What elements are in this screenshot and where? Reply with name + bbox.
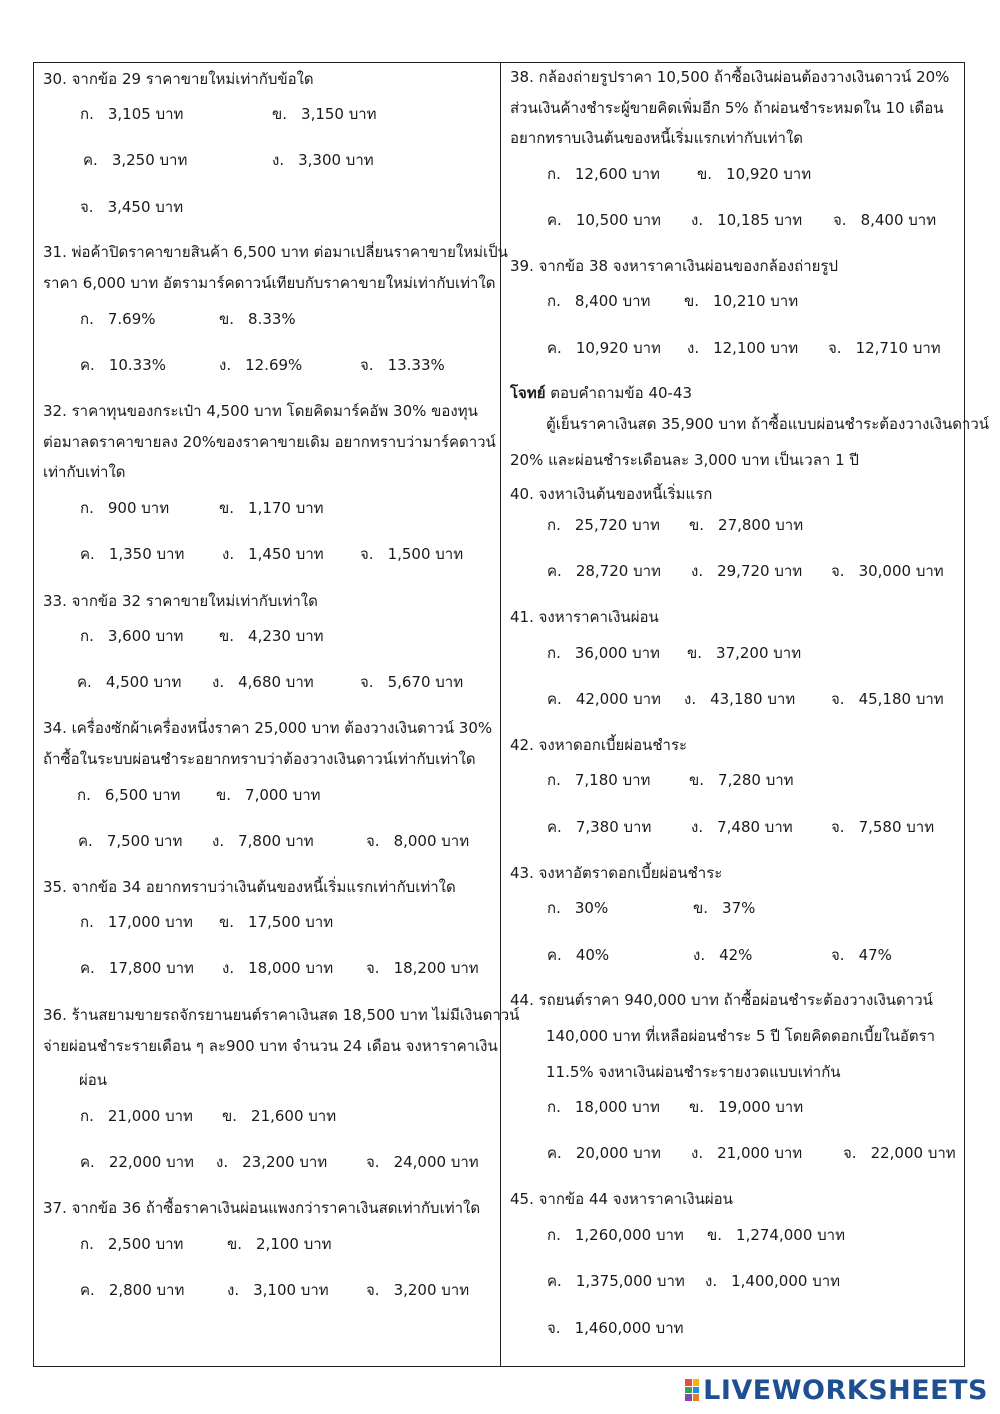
problem-heading: [510, 383, 692, 403]
option-marker: ง.: [272, 151, 285, 169]
option-marker: ข.: [219, 627, 235, 645]
option-value: 900 บาท: [107, 499, 170, 517]
answer-option[interactable]: [687, 338, 798, 358]
option-marker: ก.: [547, 771, 561, 789]
option-marker: ค.: [547, 562, 562, 580]
option-marker: ค.: [547, 1272, 562, 1290]
question-text: เท่ากับเท่าใด: [43, 463, 126, 481]
option-marker: ข.: [219, 310, 235, 328]
answer-option[interactable]: [547, 1097, 660, 1117]
answer-option[interactable]: [80, 544, 184, 564]
option-value: 12.69%: [245, 356, 303, 374]
answer-option[interactable]: [77, 672, 181, 692]
option-marker: จ.: [831, 946, 845, 964]
option-marker: ค.: [80, 545, 95, 563]
question-text: 41. จงหาราคาเงินผ่อน: [510, 608, 659, 626]
answer-option[interactable]: [547, 945, 609, 965]
answer-option[interactable]: [80, 498, 169, 518]
question-text: ถ้าซื้อในระบบผ่อนชำระอยากทราบว่าต้องวางเงินดาวน์เท่ากับเท่าใด: [43, 750, 476, 768]
answer-option[interactable]: [80, 1152, 194, 1172]
answer-option[interactable]: [227, 1280, 329, 1300]
option-value: 7,580 บาท: [858, 818, 935, 836]
answer-option[interactable]: [212, 672, 314, 692]
option-value: 8,000 บาท: [393, 832, 470, 850]
answer-option[interactable]: [547, 1271, 685, 1291]
option-value: 18,000 บาท: [248, 959, 334, 977]
option-value: 1,400,000 บาท: [731, 1272, 841, 1290]
answer-option[interactable]: [705, 1271, 840, 1291]
option-value: 22,000 บาท: [108, 1153, 194, 1171]
question-text: ส่วนเงินค้างชำระผู้ขายคิดเพิ่มอีก 5% ถ้าผ่อนชำระหมดใน 10 เดือน: [510, 99, 944, 117]
option-value: 12,600 บาท: [574, 165, 660, 183]
answer-option[interactable]: [366, 1280, 469, 1300]
answer-option[interactable]: [366, 958, 479, 978]
option-marker: ง.: [684, 690, 697, 708]
answer-option[interactable]: [222, 1106, 336, 1126]
answer-option[interactable]: [547, 291, 650, 311]
option-marker: ก.: [547, 1098, 561, 1116]
option-value: 3,300 บาท: [298, 151, 374, 169]
question-text: 20% และผ่อนชำระเดือนละ 3,000 บาท เป็นเวลา 1 ปี: [510, 451, 859, 469]
option-marker: จ.: [843, 1144, 857, 1162]
answer-option[interactable]: [547, 643, 660, 663]
option-value: 1,450 บาท: [248, 545, 324, 563]
option-value: 25,720 บาท: [574, 516, 660, 534]
option-marker: ก.: [547, 644, 561, 662]
question-text: ราคา 6,000 บาท อัตรามาร์คดาวน์เทียบกับราคาขายใหม่เท่ากับเท่าใด: [43, 274, 496, 292]
option-value: 42,000 บาท: [575, 690, 661, 708]
option-marker: จ.: [547, 1319, 561, 1337]
answer-option[interactable]: [80, 104, 183, 124]
option-value: 1,274,000 บาท: [736, 1226, 845, 1244]
option-value: 7.69%: [107, 310, 156, 328]
option-value: 3,105 บาท: [107, 105, 184, 123]
question-text: 36. ร้านสยามขายรถจักรยานยนต์ราคาเงินสด 18,500 บาท ไม่มีเงินดาวน์: [43, 1006, 520, 1024]
option-marker: ค.: [547, 690, 562, 708]
option-value: 3,200 บาท: [393, 1281, 470, 1299]
option-value: 7,280 บาท: [718, 771, 794, 789]
question-text: 40. จงหาเงินต้นของหนี้เริ่มแรก: [510, 485, 713, 503]
option-marker: ค.: [547, 946, 562, 964]
option-marker: ก.: [77, 786, 91, 804]
answer-option[interactable]: [547, 1318, 684, 1338]
option-value: 1,350 บาท: [108, 545, 185, 563]
option-value: 10,920 บาท: [575, 339, 661, 357]
option-marker: ค.: [78, 832, 93, 850]
option-value: 1,375,000 บาท: [575, 1272, 685, 1290]
answer-option[interactable]: [272, 150, 374, 170]
question-text: ต่อมาลดราคาขายลง 20%ของราคาขายเดิม อยากทราบว่ามาร์คดาวน์: [43, 433, 496, 451]
question-text: 34. เครื่องซักผ้าเครื่องหนึ่งราคา 25,000 บาท ต้องวางเงินดาวน์ 30%: [43, 719, 493, 737]
answer-option[interactable]: [689, 515, 803, 535]
option-marker: ง.: [216, 1153, 229, 1171]
option-marker: ข.: [697, 165, 713, 183]
option-value: 5,670 บาท: [387, 673, 464, 691]
question-text: 140,000 บาท ที่เหลือผ่อนชำระ 5 ปี โดยคิดดอกเบี้ยในอัตรา: [546, 1027, 936, 1045]
option-value: 10,500 บาท: [575, 211, 661, 229]
option-value: 13.33%: [387, 356, 445, 374]
option-value: 43,180 บาท: [710, 690, 796, 708]
question-text: ผ่อน: [79, 1071, 108, 1089]
option-value: 8,400 บาท: [574, 292, 651, 310]
question-text: 44. รถยนต์ราคา 940,000 บาท ถ้าซื้อผ่อนชำระต้องวางเงินดาวน์: [510, 991, 933, 1009]
answer-option[interactable]: [80, 626, 183, 646]
option-marker: ง.: [691, 818, 704, 836]
question-text: 38. กล้องถ่ายรูปราคา 10,500 ถ้าซื้อเงินผ่อนต้องวางเงินดาวน์ 20%: [510, 68, 950, 86]
answer-option[interactable]: [833, 210, 936, 230]
option-marker: จ.: [366, 1153, 380, 1171]
option-value: 7,480 บาท: [717, 818, 793, 836]
option-value: 36,000 บาท: [574, 644, 660, 662]
option-marker: ข.: [689, 1098, 705, 1116]
option-value: 42%: [719, 946, 753, 964]
option-marker: ข.: [707, 1226, 723, 1244]
option-marker: ง.: [227, 1281, 240, 1299]
answer-option[interactable]: [216, 785, 321, 805]
option-value: 3,250 บาท: [111, 151, 188, 169]
option-value: 1,500 บาท: [387, 545, 464, 563]
question-text: 43. จงหาอัตราดอกเบี้ยผ่อนชำระ: [510, 864, 723, 882]
option-value: 7,180 บาท: [574, 771, 651, 789]
option-value: 4,680 บาท: [238, 673, 314, 691]
answer-option[interactable]: [684, 689, 795, 709]
question-text: 35. จากข้อ 34 อยากทราบว่าเงินต้นของหนี้เริ่มแรกเท่ากับเท่าใด: [43, 878, 456, 896]
option-value: 2,100 บาท: [256, 1235, 332, 1253]
option-marker: ค.: [547, 211, 562, 229]
option-value: 12,710 บาท: [855, 339, 941, 357]
option-marker: ข.: [219, 499, 235, 517]
answer-option[interactable]: [216, 1152, 327, 1172]
option-marker: จ.: [360, 545, 374, 563]
option-marker: ข.: [684, 292, 700, 310]
option-value: 30%: [574, 899, 609, 917]
answer-option[interactable]: [80, 355, 166, 375]
answer-option[interactable]: [219, 912, 333, 932]
answer-option[interactable]: [80, 958, 194, 978]
brand-name: LIVEWORKSHEETS: [703, 1374, 988, 1406]
option-value: 17,800 บาท: [108, 959, 194, 977]
option-marker: ง.: [691, 211, 704, 229]
option-value: 1,460,000 บาท: [574, 1319, 684, 1337]
answer-option[interactable]: [684, 291, 798, 311]
option-marker: ข.: [693, 899, 709, 917]
option-marker: ข.: [219, 913, 235, 931]
option-value: 28,720 บาท: [575, 562, 661, 580]
answer-option[interactable]: [547, 338, 661, 358]
option-marker: ก.: [80, 499, 94, 517]
option-marker: ง.: [219, 356, 232, 374]
answer-option[interactable]: [360, 544, 463, 564]
option-value: 17,500 บาท: [248, 913, 334, 931]
option-value: 1,170 บาท: [248, 499, 324, 517]
option-value: 6,500 บาท: [104, 786, 181, 804]
answer-option[interactable]: [80, 1234, 183, 1254]
answer-option[interactable]: [828, 338, 941, 358]
option-marker: ค.: [83, 151, 98, 169]
answer-option[interactable]: [80, 309, 156, 329]
question-text: 39. จากข้อ 38 จงหาราคาเงินผ่อนของกล้องถ่ายรูป: [510, 257, 838, 275]
option-value: 45,180 บาท: [858, 690, 944, 708]
answer-option[interactable]: [691, 817, 793, 837]
option-value: 8.33%: [248, 310, 296, 328]
option-marker: ก.: [80, 913, 94, 931]
answer-option[interactable]: [219, 355, 302, 375]
option-marker: ข.: [272, 105, 288, 123]
option-marker: จ.: [366, 1281, 380, 1299]
option-value: 17,000 บาท: [107, 913, 193, 931]
option-marker: จ.: [366, 959, 380, 977]
option-marker: จ.: [366, 832, 380, 850]
answer-option[interactable]: [547, 515, 660, 535]
option-marker: ง.: [691, 1144, 704, 1162]
question-text: 31. พ่อค้าปิดราคาขายสินค้า 6,500 บาท ต่อมาเปลี่ยนราคาขายใหม่เป็น: [43, 243, 508, 261]
answer-option[interactable]: [831, 817, 934, 837]
option-marker: ข.: [227, 1235, 243, 1253]
answer-option[interactable]: [707, 1225, 845, 1245]
answer-option[interactable]: [687, 643, 801, 663]
answer-option[interactable]: [80, 1106, 193, 1126]
answer-option[interactable]: [222, 958, 333, 978]
option-marker: ง.: [222, 545, 235, 563]
option-value: 27,800 บาท: [718, 516, 804, 534]
answer-option[interactable]: [80, 912, 193, 932]
option-marker: ค.: [80, 1153, 95, 1171]
option-marker: ก.: [80, 1235, 94, 1253]
option-marker: ก.: [80, 105, 94, 123]
option-marker: จ.: [360, 356, 374, 374]
answer-option[interactable]: [80, 197, 183, 217]
option-value: 40%: [575, 946, 610, 964]
answer-option[interactable]: [219, 309, 296, 329]
option-value: 47%: [858, 946, 892, 964]
option-value: 1,260,000 บาท: [574, 1226, 684, 1244]
option-marker: ค.: [77, 673, 92, 691]
question-text: ตู้เย็นราคาเงินสด 35,900 บาท ถ้าซื้อแบบผ่อนชำระต้องวางเงินดาวน์: [546, 415, 990, 433]
answer-option[interactable]: [222, 544, 324, 564]
question-text: 33. จากข้อ 32 ราคาขายใหม่เท่ากับเท่าใด: [43, 592, 318, 610]
answer-option[interactable]: [693, 898, 755, 918]
option-value: 4,500 บาท: [105, 673, 182, 691]
option-marker: ก.: [547, 292, 561, 310]
answer-option[interactable]: [831, 689, 944, 709]
option-marker: ข.: [687, 644, 703, 662]
option-marker: ค.: [547, 1144, 562, 1162]
option-marker: ข.: [689, 771, 705, 789]
answer-option[interactable]: [360, 672, 463, 692]
option-value: 10,920 บาท: [726, 165, 812, 183]
option-value: 10,185 บาท: [717, 211, 803, 229]
option-value: 23,200 บาท: [242, 1153, 328, 1171]
answer-option[interactable]: [219, 498, 324, 518]
option-marker: ข.: [216, 786, 232, 804]
answer-option[interactable]: [691, 1143, 802, 1163]
option-value: 8,400 บาท: [860, 211, 937, 229]
option-marker: ก.: [80, 1107, 94, 1125]
answer-option[interactable]: [360, 355, 445, 375]
answer-option[interactable]: [219, 626, 324, 646]
option-marker: ก.: [547, 165, 561, 183]
answer-option[interactable]: [547, 1143, 661, 1163]
option-value: 24,000 บาท: [393, 1153, 479, 1171]
option-value: 29,720 บาท: [717, 562, 803, 580]
option-marker: ค.: [80, 356, 95, 374]
answer-option[interactable]: [697, 164, 811, 184]
option-value: 22,000 บาท: [870, 1144, 956, 1162]
answer-option[interactable]: [77, 785, 180, 805]
answer-option[interactable]: [689, 770, 794, 790]
option-value: 30,000 บาท: [858, 562, 944, 580]
answer-option[interactable]: [78, 831, 182, 851]
answer-option[interactable]: [547, 898, 608, 918]
answer-option[interactable]: [227, 1234, 332, 1254]
option-marker: ง.: [693, 946, 706, 964]
option-value: 12,100 บาท: [713, 339, 799, 357]
answer-option[interactable]: [547, 817, 651, 837]
option-marker: จ.: [828, 339, 842, 357]
answer-option[interactable]: [80, 1280, 184, 1300]
option-value: 18,000 บาท: [574, 1098, 660, 1116]
option-value: 7,380 บาท: [575, 818, 652, 836]
answer-option[interactable]: [691, 210, 802, 230]
answer-option[interactable]: [689, 1097, 803, 1117]
option-marker: ง.: [687, 339, 700, 357]
answer-option[interactable]: [547, 1225, 684, 1245]
question-text: จ่ายผ่อนชำระรายเดือน ๆ ละ900 บาท จำนวน 24 เดือน จงหาราคาเงิน: [43, 1037, 498, 1055]
option-value: 18,200 บาท: [393, 959, 479, 977]
answer-option[interactable]: [547, 210, 661, 230]
option-value: 10.33%: [108, 356, 167, 374]
option-marker: ง.: [705, 1272, 718, 1290]
question-text: 42. จงหาดอกเบี้ยผ่อนชำระ: [510, 736, 688, 754]
option-value: 21,000 บาท: [107, 1107, 193, 1125]
problem-label: โจทย์: [510, 384, 546, 402]
answer-option[interactable]: [83, 150, 187, 170]
question-text: อยากทราบเงินต้นของหนี้เริ่มแรกเท่ากับเท่าใด: [510, 129, 804, 147]
option-value: 37,200 บาท: [716, 644, 802, 662]
option-marker: ค.: [547, 818, 562, 836]
answer-option[interactable]: [366, 831, 469, 851]
option-marker: ง.: [212, 832, 225, 850]
question-text: 32. ราคาทุนของกระเป๋า 4,500 บาท โดยคิดมาร์คอัพ 30% ของทุน: [43, 402, 478, 420]
brand-logo: [685, 1374, 988, 1406]
option-value: 3,150 บาท: [301, 105, 377, 123]
option-value: 19,000 บาท: [718, 1098, 804, 1116]
question-text: 37. จากข้อ 36 ถ้าซื้อราคาเงินผ่อนแพงกว่าราคาเงินสดเท่ากับเท่าใด: [43, 1199, 481, 1217]
option-value: 3,100 บาท: [253, 1281, 329, 1299]
option-value: 10,210 บาท: [713, 292, 799, 310]
option-marker: ข.: [689, 516, 705, 534]
problem-instruction: ตอบคำถามข้อ 40-43: [545, 384, 693, 402]
option-marker: ค.: [80, 959, 95, 977]
option-marker: ค.: [547, 339, 562, 357]
answer-option[interactable]: [547, 164, 660, 184]
option-value: 3,450 บาท: [107, 198, 184, 216]
option-value: 21,000 บาท: [717, 1144, 803, 1162]
option-value: 20,000 บาท: [575, 1144, 661, 1162]
option-marker: ก.: [80, 310, 94, 328]
question-text: 30. จากข้อ 29 ราคาขายใหม่เท่ากับข้อใด: [43, 70, 314, 88]
option-marker: จ.: [80, 198, 94, 216]
option-value: 3,600 บาท: [107, 627, 184, 645]
answer-option[interactable]: [547, 561, 661, 581]
option-value: 7,000 บาท: [245, 786, 321, 804]
option-marker: ง.: [212, 673, 225, 691]
option-value: 37%: [722, 899, 756, 917]
option-marker: ง.: [222, 959, 235, 977]
answer-option[interactable]: [366, 1152, 479, 1172]
option-value: 7,500 บาท: [106, 832, 183, 850]
option-value: 4,230 บาท: [248, 627, 324, 645]
option-value: 2,800 บาท: [108, 1281, 185, 1299]
option-marker: จ.: [833, 211, 847, 229]
answer-option[interactable]: [212, 831, 314, 851]
option-marker: จ.: [831, 818, 845, 836]
option-value: 21,600 บาท: [251, 1107, 337, 1125]
question-text: 45. จากข้อ 44 จงหาราคาเงินผ่อน: [510, 1190, 733, 1208]
question-text: 11.5% จงหาเงินผ่อนชำระรายงวดแบบเท่ากัน: [546, 1063, 841, 1081]
option-marker: ก.: [80, 627, 94, 645]
answer-option[interactable]: [547, 689, 661, 709]
option-marker: จ.: [831, 562, 845, 580]
answer-option[interactable]: [693, 945, 752, 965]
option-value: 7,800 บาท: [238, 832, 314, 850]
answer-option[interactable]: [843, 1143, 956, 1163]
option-marker: ค.: [80, 1281, 95, 1299]
option-marker: ก.: [547, 516, 561, 534]
logo-icon: [685, 1379, 699, 1401]
option-marker: จ.: [360, 673, 374, 691]
answer-option[interactable]: [691, 561, 802, 581]
option-marker: ข.: [222, 1107, 238, 1125]
answer-option[interactable]: [831, 561, 944, 581]
answer-option[interactable]: [547, 770, 650, 790]
option-marker: ง.: [691, 562, 704, 580]
option-marker: จ.: [831, 690, 845, 708]
answer-option[interactable]: [272, 104, 377, 124]
option-marker: ก.: [547, 1226, 561, 1244]
option-marker: ก.: [547, 899, 561, 917]
answer-option[interactable]: [831, 945, 892, 965]
option-value: 2,500 บาท: [107, 1235, 184, 1253]
